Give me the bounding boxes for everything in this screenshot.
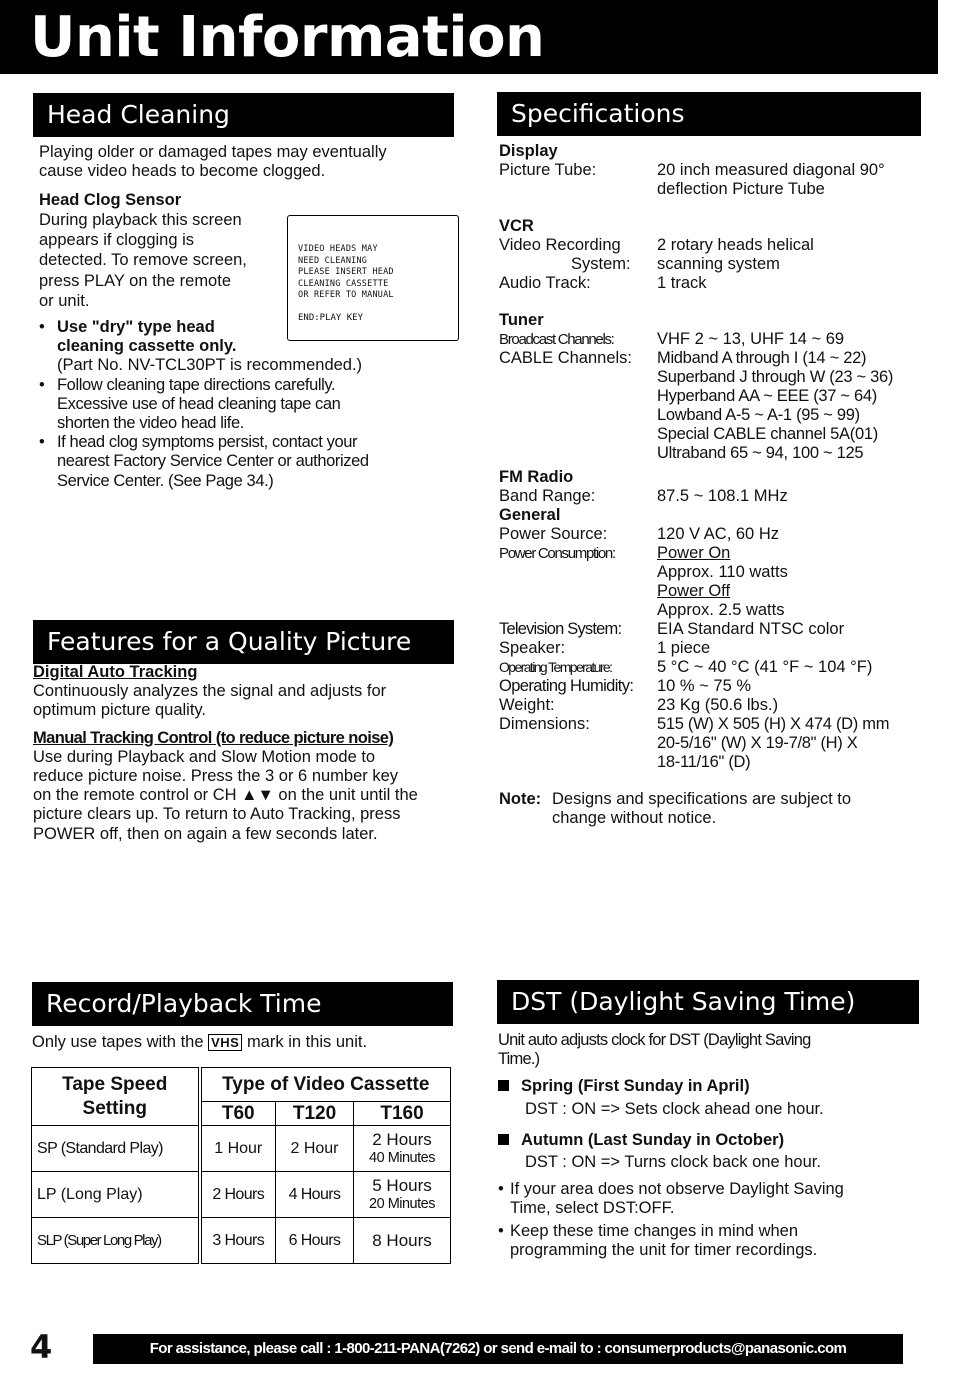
spec-value-line: deflection Picture Tube bbox=[657, 180, 825, 198]
cell-t160 bbox=[354, 1172, 451, 1218]
square-bullet-icon bbox=[498, 1080, 509, 1091]
dst-bullet bbox=[498, 1180, 928, 1218]
spec-key: Broadcast Channels: bbox=[499, 331, 614, 348]
dst-spring-title: Spring (First Sunday in April) bbox=[521, 1077, 750, 1096]
record-playback-heading: Record/Playback Time bbox=[32, 982, 453, 1026]
cell-t160 bbox=[354, 1126, 451, 1172]
spec-key: Picture Tube: bbox=[499, 161, 597, 179]
spec-value bbox=[657, 161, 929, 199]
cell-t160-minutes: 40 Minutes bbox=[369, 1149, 435, 1166]
dst-heading: DST (Daylight Saving Time) bbox=[497, 980, 919, 1024]
bullet-text: (Part No. NV-TCL30PT is recommended.) bbox=[57, 356, 363, 375]
cell-speed: LP (Long Play) bbox=[32, 1172, 200, 1218]
spec-value: 87.5 ~ 108.1 MHz bbox=[657, 487, 788, 505]
table-row bbox=[32, 1126, 451, 1172]
features-line: reduce picture noise. Press the 3 or 6 number key bbox=[33, 767, 399, 786]
power-on-label: Power On bbox=[657, 544, 731, 562]
features-body bbox=[33, 663, 458, 844]
cell-t60: 2 Hours bbox=[200, 1172, 276, 1218]
spec-value: 1 piece bbox=[657, 639, 711, 657]
table-row bbox=[32, 1172, 451, 1218]
bullet-line: shorten the video head life. bbox=[57, 414, 244, 433]
spec-row bbox=[499, 696, 929, 715]
cell-t160-hours: 2 Hours bbox=[372, 1129, 432, 1149]
spec-value bbox=[657, 715, 929, 772]
bullet-bold-line: cleaning cassette only. bbox=[57, 337, 237, 356]
spec-value-line: 2 rotary heads helical bbox=[657, 236, 814, 254]
spec-value bbox=[657, 349, 929, 463]
col-header-speed bbox=[32, 1068, 200, 1126]
sensor-line: press PLAY on the remote bbox=[39, 271, 231, 290]
spec-value: VHF 2 ~ 13, UHF 14 ~ 69 bbox=[657, 330, 845, 348]
spec-value-line: Special CABLE channel 5A(01) bbox=[657, 425, 878, 443]
spec-value-line: Ultraband 65 ~ 94, 100 ~ 125 bbox=[657, 444, 864, 462]
power-off-label: Power Off bbox=[657, 582, 731, 600]
features-line: Use during Playback and Slow Motion mode to bbox=[33, 747, 376, 766]
spec-key: Power Source: bbox=[499, 525, 608, 543]
screen-message: VIDEO HEADS MAY NEED CLEANING PLEASE INSERT HEAD CLEANING CASSETTE OR REFER TO MANUAL bbox=[298, 244, 394, 300]
spec-value-line: scanning system bbox=[657, 255, 780, 273]
dst-intro-line: Time.) bbox=[498, 1050, 540, 1069]
spec-row bbox=[499, 274, 929, 293]
specifications-heading: Specifications bbox=[497, 92, 921, 136]
bullet-line: • If head clog symptoms persist, contact your bbox=[57, 433, 358, 452]
spec-value: EIA Standard NTSC color bbox=[657, 620, 845, 638]
spec-value-line: Approx. 110 watts bbox=[657, 563, 788, 581]
cell-t120: 2 Hour bbox=[276, 1126, 354, 1172]
dst-bullet-line: • Keep these time changes in mind when bbox=[510, 1221, 799, 1240]
intro-pre: Only use tapes with the bbox=[32, 1033, 204, 1051]
dst-autumn-title: Autumn (Last Sunday in October) bbox=[521, 1130, 785, 1149]
spec-value: 10 % ~ 75 % bbox=[657, 677, 752, 695]
cell-t160-minutes: 20 Minutes bbox=[369, 1195, 435, 1212]
header-line: Tape Speed bbox=[62, 1073, 168, 1095]
dst-autumn bbox=[498, 1131, 928, 1150]
intro-line: cause video heads to become clogged. bbox=[39, 162, 326, 181]
dst-bullet-line: programming the unit for timer recordings. bbox=[510, 1240, 818, 1259]
spec-value-line: 20 inch measured diagonal 90° bbox=[657, 161, 885, 179]
spec-key: Audio Track: bbox=[499, 274, 591, 292]
spec-key: Power Consumption: bbox=[499, 545, 615, 562]
spec-key bbox=[499, 236, 657, 274]
dst-bullet-line: Time, select DST:OFF. bbox=[510, 1199, 675, 1218]
spec-row bbox=[499, 349, 929, 463]
cell-t60: 3 Hours bbox=[200, 1218, 276, 1264]
cell-speed: SLP (Super Long Play) bbox=[32, 1218, 200, 1264]
bullet-line: Service Center. (See Page 34.) bbox=[57, 471, 274, 490]
col-header-type: Type of Video Cassette bbox=[200, 1068, 451, 1102]
spec-category: FM Radio bbox=[499, 468, 574, 486]
spec-row bbox=[499, 639, 929, 658]
features-line: optimum picture quality. bbox=[33, 701, 207, 720]
spec-value-line: Approx. 2.5 watts bbox=[657, 601, 785, 619]
head-clog-sensor-title: Head Clog Sensor bbox=[39, 191, 182, 209]
table-row bbox=[32, 1218, 451, 1264]
spec-key: CABLE Channels: bbox=[499, 349, 632, 367]
note-line: Designs and specifications are subject to bbox=[552, 790, 851, 808]
bullet-item bbox=[39, 318, 459, 356]
note-line: change without notice. bbox=[552, 809, 717, 827]
dst-spring-text: DST : ON => Sets clock ahead one hour. bbox=[525, 1099, 824, 1118]
dst-body bbox=[498, 1031, 928, 1260]
specifications-body bbox=[499, 142, 929, 828]
spec-value-line: 20-5/16" (W) X 19-7/8" (H) X bbox=[657, 734, 858, 752]
spec-key: Operating Temperature: bbox=[499, 659, 612, 675]
digital-auto-tracking-title: Digital Auto Tracking bbox=[33, 663, 198, 681]
assistance-bar: For assistance, please call : 1-800-211-PANA(7262) or send e-mail to : consumerproducts@panasonic.com bbox=[93, 1334, 903, 1364]
features-line: on the remote control or CH ▲▼ on the unit until the bbox=[33, 786, 418, 805]
sensor-line: detected. To remove screen, bbox=[39, 251, 247, 270]
bullet-item bbox=[39, 433, 459, 491]
record-playback-table bbox=[31, 1067, 451, 1264]
spec-key: Dimensions: bbox=[499, 715, 590, 733]
spec-category: Tuner bbox=[499, 311, 544, 329]
spec-value-line: Midband A through I (14 ~ 22) bbox=[657, 349, 867, 367]
dst-bullet bbox=[498, 1222, 928, 1260]
table-header-row bbox=[32, 1068, 451, 1102]
dst-spring bbox=[498, 1077, 928, 1096]
spec-key: Speaker: bbox=[499, 639, 566, 657]
spec-row bbox=[499, 620, 929, 639]
cell-t120: 6 Hours bbox=[276, 1218, 354, 1264]
bullet-line: nearest Factory Service Center or authorized bbox=[57, 452, 369, 471]
cell-t60: 1 Hour bbox=[200, 1126, 276, 1172]
bullet-bold-line: • Use "dry" type head bbox=[57, 318, 215, 336]
spec-key: Television System: bbox=[499, 620, 622, 638]
spec-category: General bbox=[499, 506, 561, 524]
sensor-line: or unit. bbox=[39, 291, 90, 310]
spec-value bbox=[657, 236, 929, 274]
sensor-line: appears if clogging is bbox=[39, 231, 195, 250]
spec-note bbox=[499, 790, 929, 828]
features-line: POWER off, then on again a few seconds later. bbox=[33, 824, 378, 843]
title-bar bbox=[0, 0, 938, 74]
spec-value-line: Hyperband AA ~ EEE (37 ~ 64) bbox=[657, 387, 877, 405]
spec-value: 5 °C ~ 40 °C (41 °F ~ 104 °F) bbox=[657, 658, 873, 676]
square-bullet-icon bbox=[498, 1134, 509, 1145]
spec-value-line: 515 (W) X 505 (H) X 474 (D) mm bbox=[657, 715, 890, 733]
intro-post: mark in this unit. bbox=[246, 1033, 368, 1051]
spec-value-line: 18-11/16" (D) bbox=[657, 753, 751, 771]
spec-row bbox=[499, 330, 929, 349]
spec-value-line: Lowband A-5 ~ A-1 (95 ~ 99) bbox=[657, 406, 860, 424]
spec-row bbox=[499, 544, 929, 620]
spec-value: 1 track bbox=[657, 274, 707, 292]
spec-value bbox=[657, 544, 929, 620]
col-header-t120: T120 bbox=[276, 1102, 354, 1126]
spec-row bbox=[499, 236, 929, 274]
spec-row bbox=[499, 161, 929, 199]
manual-tracking-title: Manual Tracking Control (to reduce picture noise) bbox=[33, 728, 394, 747]
record-playback-intro bbox=[32, 1033, 367, 1052]
dst-autumn-text: DST : ON => Turns clock back one hour. bbox=[525, 1153, 821, 1172]
bullet-line: Excessive use of head cleaning tape can bbox=[57, 394, 341, 413]
spec-key-line: System: bbox=[571, 255, 631, 273]
spec-key: Operating Humidity: bbox=[499, 677, 634, 695]
dst-bullet-line: • If your area does not observe Daylight Saving bbox=[510, 1180, 844, 1199]
features-line: picture clears up. To return to Auto Tracking, press bbox=[33, 805, 401, 824]
header-line: Setting bbox=[82, 1097, 147, 1119]
spec-category: VCR bbox=[499, 217, 534, 235]
spec-row bbox=[499, 525, 929, 544]
head-cleaning-intro bbox=[39, 143, 459, 181]
cell-t120: 4 Hours bbox=[276, 1172, 354, 1218]
cell-t160-hours: 5 Hours bbox=[372, 1175, 432, 1195]
spec-category: Display bbox=[499, 142, 558, 160]
cell-speed: SP (Standard Play) bbox=[32, 1126, 200, 1172]
spec-key: Weight: bbox=[499, 696, 555, 714]
vhs-logo: VHS bbox=[208, 1034, 242, 1051]
spec-row bbox=[499, 677, 929, 696]
head-clog-sensor-text bbox=[39, 210, 289, 311]
screen-key: END:PLAY KEY bbox=[298, 313, 364, 323]
spec-value: 120 V AC, 60 Hz bbox=[657, 525, 779, 543]
spec-value: 23 Kg (50.6 lbs.) bbox=[657, 696, 779, 714]
features-line: Continuously analyzes the signal and adjusts for bbox=[33, 682, 387, 701]
head-cleaning-bullets bbox=[39, 318, 459, 491]
features-heading: Features for a Quality Picture bbox=[33, 620, 454, 664]
cell-t160: 8 Hours bbox=[354, 1218, 451, 1264]
spec-key: Band Range: bbox=[499, 487, 596, 505]
dst-intro-line: Unit auto adjusts clock for DST (Daylight Saving bbox=[498, 1031, 811, 1049]
spec-key-line: Video Recording bbox=[499, 236, 621, 254]
page-title: Unit Information bbox=[30, 5, 545, 70]
page-number: 4 bbox=[30, 1328, 53, 1366]
note-label: Note: bbox=[499, 790, 542, 808]
spec-value-line: Superband J through W (23 ~ 36) bbox=[657, 368, 894, 386]
bullet-item bbox=[39, 376, 459, 434]
col-header-t160: T160 bbox=[354, 1102, 451, 1126]
col-header-t60: T60 bbox=[200, 1102, 276, 1126]
bullet-line: • Follow cleaning tape directions carefully. bbox=[57, 375, 336, 394]
sensor-line: During playback this screen bbox=[39, 211, 242, 229]
spec-row bbox=[499, 487, 929, 506]
spec-row bbox=[499, 658, 929, 677]
intro-line: Playing older or damaged tapes may eventually bbox=[39, 143, 387, 161]
note-text bbox=[552, 790, 851, 828]
spec-row bbox=[499, 715, 929, 772]
head-cleaning-heading: Head Cleaning bbox=[33, 93, 454, 137]
